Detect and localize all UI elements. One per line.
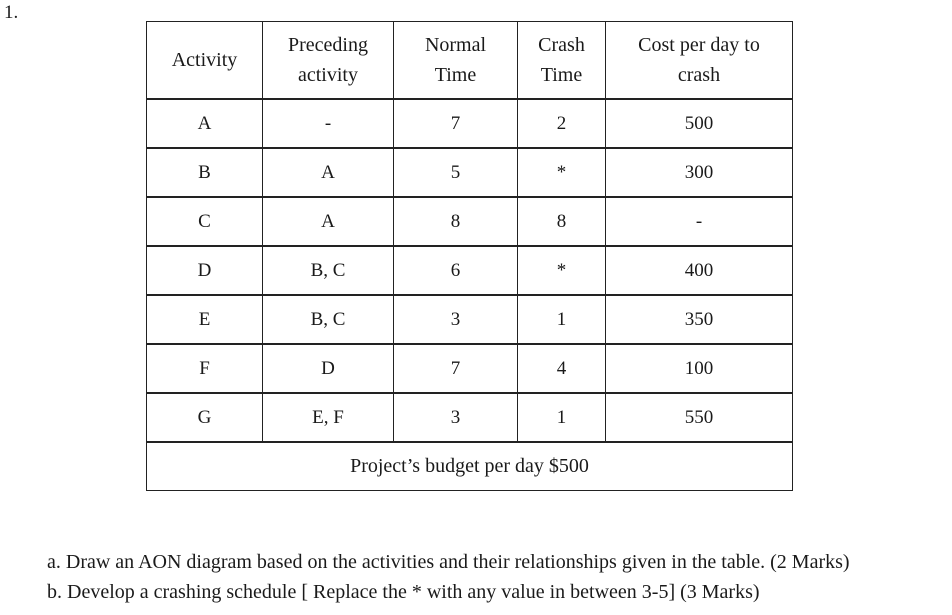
header-crash-time <box>518 22 606 100</box>
header-preceding-line1: Preceding <box>288 34 368 56</box>
cell-preceding: A <box>263 148 394 197</box>
cell-cost: 350 <box>606 295 793 344</box>
cell-crash-time: * <box>518 246 606 295</box>
header-normal-time <box>394 22 518 100</box>
table-footer-row <box>147 442 793 491</box>
cell-preceding: D <box>263 344 394 393</box>
cell-normal-time: 3 <box>394 393 518 442</box>
question-a: a. Draw an AON diagram based on the activities and their relationships given in the table. (2 Marks) <box>47 551 850 573</box>
table-row <box>147 393 793 442</box>
cell-normal-time: 7 <box>394 344 518 393</box>
cell-crash-time: 2 <box>518 99 606 148</box>
header-cost-line1: Cost per day to <box>638 34 760 56</box>
table-row <box>147 99 793 148</box>
cell-crash-time: 1 <box>518 295 606 344</box>
header-normal-line1: Normal <box>424 34 487 56</box>
header-cost-per-day <box>606 22 793 100</box>
table-row <box>147 295 793 344</box>
table-row <box>147 148 793 197</box>
cell-preceding: B, C <box>263 295 394 344</box>
cell-activity: E <box>147 295 263 344</box>
cell-activity: B <box>147 148 263 197</box>
header-preceding-line2: activity <box>298 64 358 86</box>
cell-cost: 500 <box>606 99 793 148</box>
cell-normal-time: 6 <box>394 246 518 295</box>
project-budget-note: Project’s budget per day $500 <box>147 442 793 491</box>
table-header-row <box>147 22 793 100</box>
cell-activity: F <box>147 344 263 393</box>
header-normal-line2: Time <box>434 64 477 86</box>
header-cost-line2: crash <box>677 64 721 86</box>
cell-crash-time: 4 <box>518 344 606 393</box>
header-crash-line2: Time <box>540 64 583 86</box>
cell-activity: C <box>147 197 263 246</box>
cell-preceding: E, F <box>263 393 394 442</box>
cell-preceding: B, C <box>263 246 394 295</box>
table-row <box>147 344 793 393</box>
cell-crash-time: 1 <box>518 393 606 442</box>
question-list <box>47 547 850 607</box>
header-preceding-activity <box>263 22 394 100</box>
cell-normal-time: 7 <box>394 99 518 148</box>
cell-crash-time: 8 <box>518 197 606 246</box>
cell-cost: 550 <box>606 393 793 442</box>
cell-normal-time: 3 <box>394 295 518 344</box>
cell-cost: 300 <box>606 148 793 197</box>
table-row <box>147 246 793 295</box>
header-activity-line1: Activity <box>171 49 238 71</box>
question-number: 1. <box>4 2 19 23</box>
table-row <box>147 197 793 246</box>
cell-normal-time: 8 <box>394 197 518 246</box>
cell-cost: 100 <box>606 344 793 393</box>
cell-preceding: A <box>263 197 394 246</box>
activity-table <box>146 21 793 491</box>
cell-preceding: - <box>263 99 394 148</box>
cell-cost: - <box>606 197 793 246</box>
header-activity <box>147 22 263 100</box>
cell-activity: A <box>147 99 263 148</box>
cell-activity: G <box>147 393 263 442</box>
question-b: b. Develop a crashing schedule [ Replace the * with any value in between 3-5] (3 Marks) <box>47 581 760 603</box>
cell-crash-time: * <box>518 148 606 197</box>
cell-cost: 400 <box>606 246 793 295</box>
cell-activity: D <box>147 246 263 295</box>
cell-normal-time: 5 <box>394 148 518 197</box>
header-crash-line1: Crash <box>538 34 585 56</box>
